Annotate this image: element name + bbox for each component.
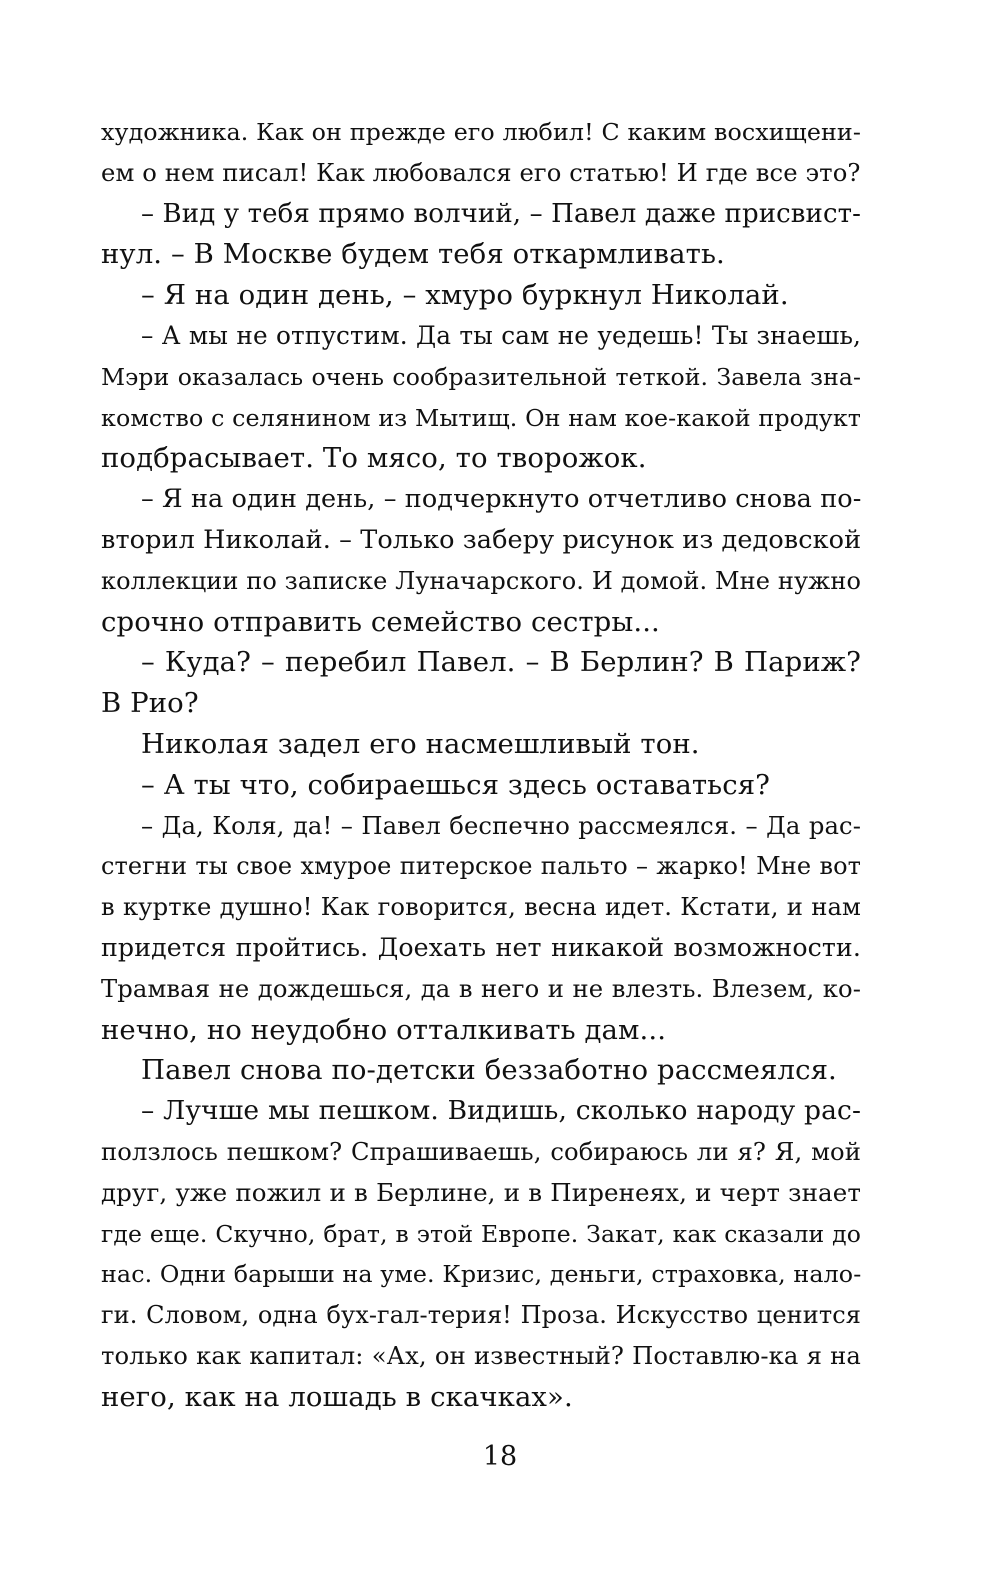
text-line: него, как на лошадь в скачках».: [101, 1380, 573, 1413]
text-line: нул. – В Москве будем тебя откармливать.: [101, 238, 725, 271]
text-line: ползлось пешком? Спрашиваешь, собираюсь ли я? Я, мой: [101, 1136, 861, 1166]
text-line: придется пройтись. Доехать нет никакой возможности.: [101, 932, 861, 962]
text-line: друг, уже пожил и в Берлине, и в Пиренеях, и черт знает: [101, 1177, 861, 1207]
text-line: – Куда? – перебил Павел. – В Берлин? В Париж?: [141, 646, 861, 679]
text-line: – А мы не отпустим. Да ты сам не уедешь! Ты знаешь,: [141, 320, 861, 350]
text-line: ем о нем писал! Как любовался его статью! И где все это?: [101, 157, 861, 187]
text-line: подбрасывает. То мясо, то творожок.: [101, 442, 647, 475]
text-line: где еще. Скучно, брат, в этой Европе. Закат, как сказали до: [101, 1219, 861, 1248]
text-line: Трамвая не дождешься, да в него и не влезть. Влезем, ко-: [101, 973, 861, 1003]
text-line: стегни ты свое хмурое питерское пальто – жарко! Мне вот: [101, 852, 861, 881]
text-line: нас. Одни барыши на уме. Кризис, деньги, страховка, нало-: [101, 1260, 862, 1289]
text-line: комство с селянином из Мытищ. Он нам кое-какой продукт: [101, 403, 861, 432]
text-line: Николая задел его насмешливый тон.: [141, 727, 700, 760]
text-line: вторил Николай. – Только заберу рисунок из дедовской: [101, 524, 862, 555]
text-line: ги. Словом, одна бух-гал-терия! Проза. Искусство ценится: [101, 1301, 861, 1330]
text-line: – А ты что, собираешься здесь оставаться?: [141, 768, 771, 801]
text-line: – Да, Коля, да! – Павел беспечно рассмеялся. – Да рас-: [141, 810, 861, 840]
text-line: художника. Как он прежде его любил! С каким восхищени-: [101, 118, 861, 146]
body-text: [101, 112, 861, 1418]
text-line: – Лучше мы пешком. Видишь, сколько народу рас-: [141, 1095, 861, 1127]
text-line: только как капитал: «Ах, он известный? Поставлю-ка я на: [101, 1340, 861, 1370]
page-number: 18: [482, 1441, 518, 1472]
text-line: Мэри оказалась очень сообразительной теткой. Завела зна-: [101, 362, 861, 391]
text-line: срочно отправить семейство сестры...: [101, 605, 660, 638]
text-line: – Я на один день, – хмуро буркнул Николай.: [141, 279, 789, 312]
text-line: в куртке душно! Как говорится, весна идет. Кстати, и нам: [101, 892, 861, 922]
text-line: В Рио?: [101, 687, 199, 720]
text-line: – Вид у тебя прямо волчий, – Павел даже присвист-: [141, 198, 861, 229]
text-line: нечно, но неудобно отталкивать дам...: [101, 1013, 667, 1046]
text-line: – Я на один день, – подчеркнуто отчетливо снова по-: [141, 484, 862, 515]
text-line: Павел снова по-детски беззаботно рассмеялся.: [141, 1054, 837, 1087]
text-line: коллекции по записке Луначарского. И домой. Мне нужно: [101, 566, 861, 595]
